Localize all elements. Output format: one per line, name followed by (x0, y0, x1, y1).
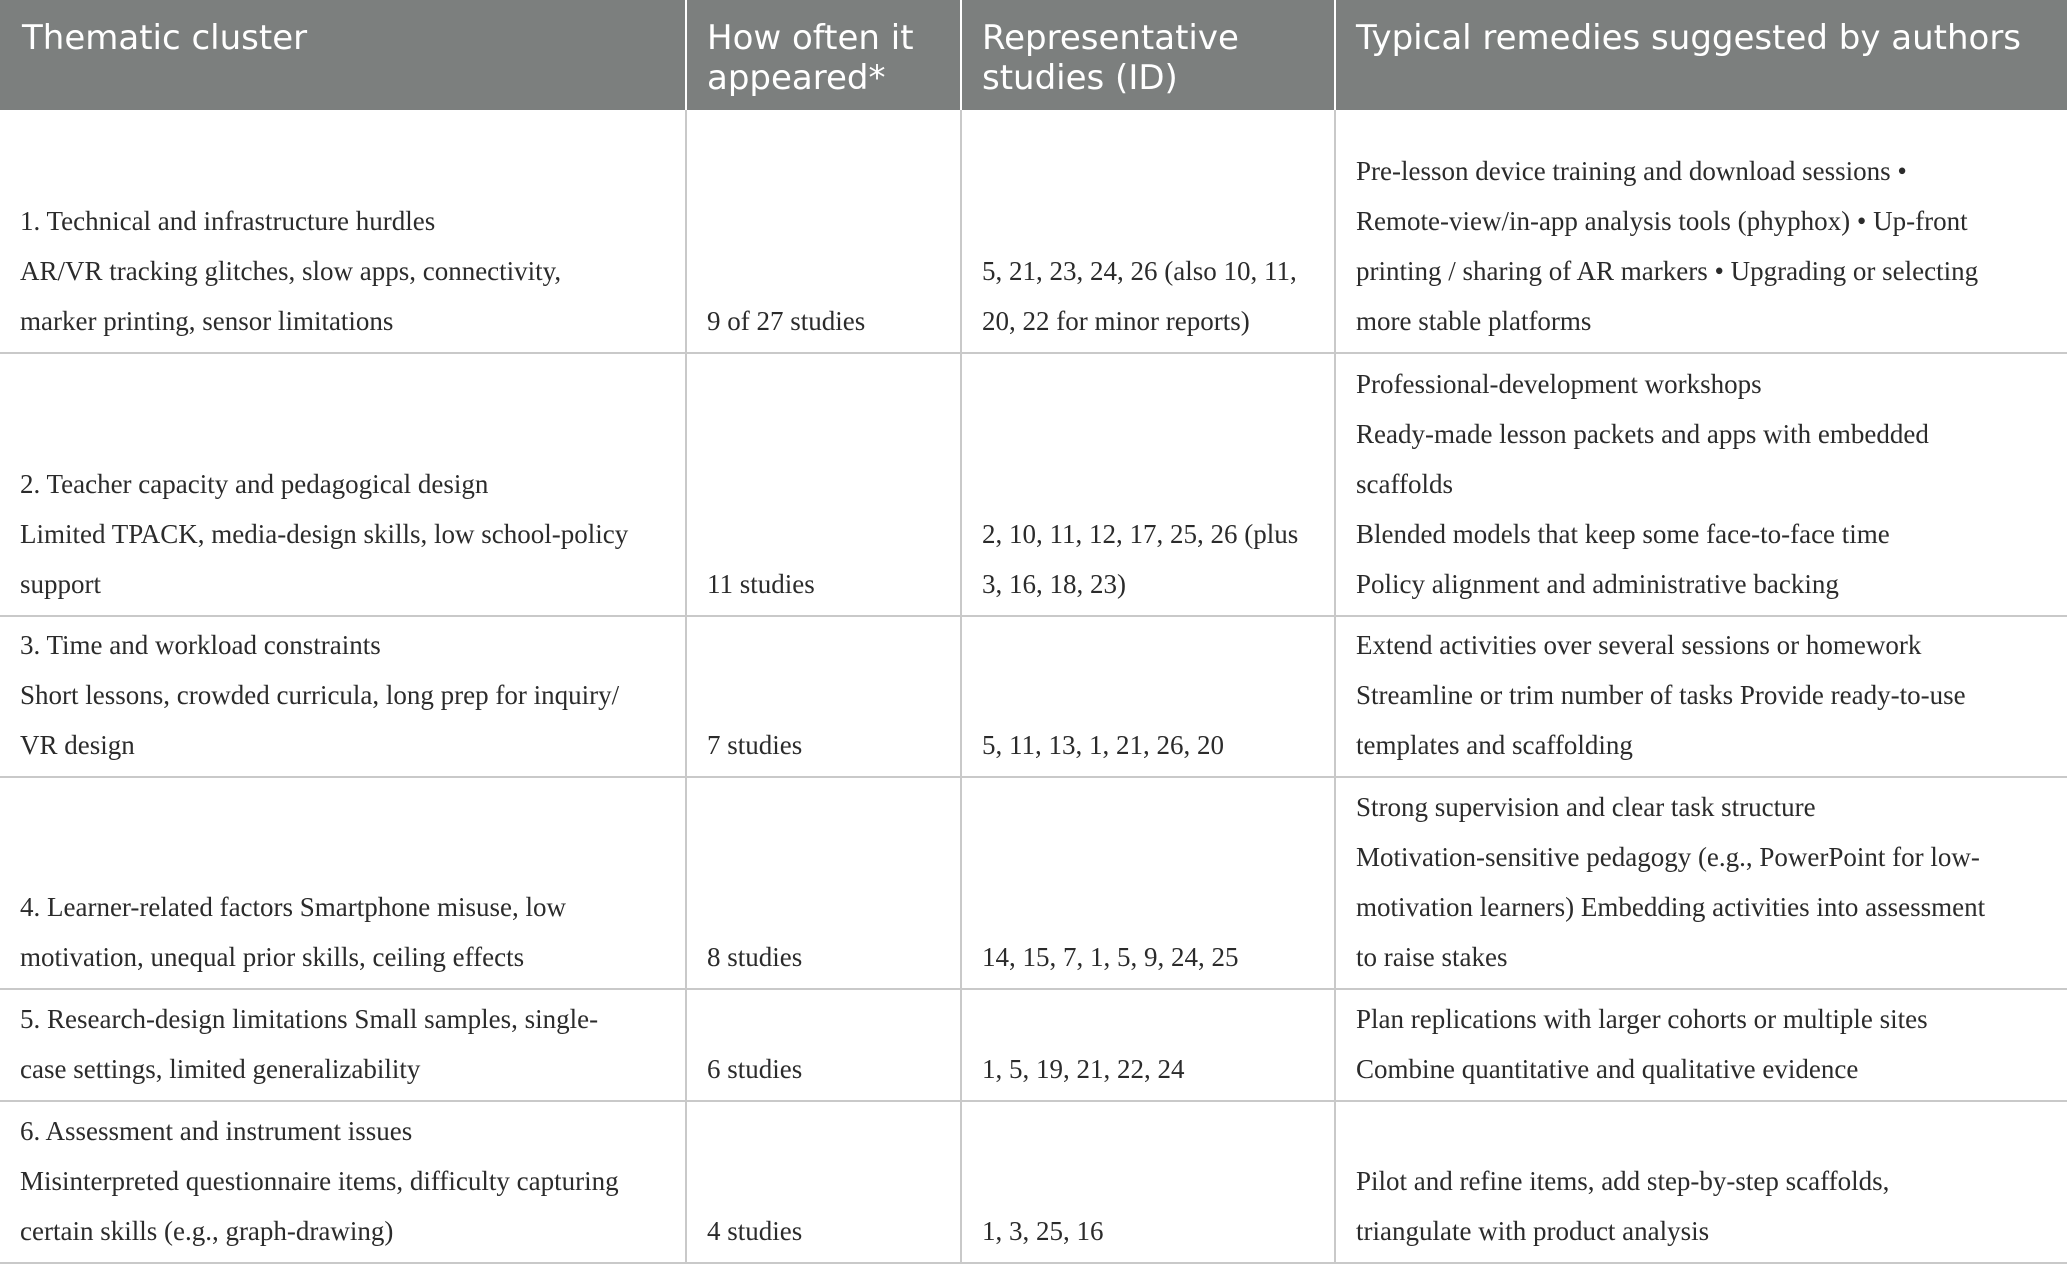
cell-typical-remedies (1335, 353, 2067, 616)
cell-line: 2, 10, 11, 12, 17, 25, 26 (plus (982, 519, 1299, 549)
cell-line: 11 studies (707, 569, 815, 599)
cell-line: 9 of 27 studies (707, 306, 866, 336)
cell-text (707, 559, 940, 609)
cell-text (982, 1044, 1314, 1094)
cell-line: case settings, limited generalizability (20, 1054, 421, 1084)
cell-typical-remedies (1335, 110, 2067, 353)
cell-line: 3. Time and workload constraints (20, 630, 381, 660)
cell-line: 1, 3, 25, 16 (982, 1216, 1104, 1246)
cell-representative-studies (961, 353, 1335, 616)
header-row (0, 0, 2067, 110)
cell-frequency (686, 989, 961, 1101)
header-line: appeared* (707, 58, 886, 98)
cell-thematic-cluster (0, 110, 686, 353)
cell-text (20, 196, 665, 346)
header-typical-remedies (1335, 0, 2067, 110)
cell-line: Streamline or trim number of tasks Provide ready-to-use (1356, 680, 1966, 710)
cell-line: 8 studies (707, 942, 803, 972)
cell-text (982, 720, 1314, 770)
cell-frequency (686, 1101, 961, 1263)
cell-text (707, 932, 940, 982)
cell-line: Limited TPACK, media-design skills, low school-policy (20, 519, 629, 549)
cell-line: 7 studies (707, 730, 803, 760)
cell-text (20, 620, 665, 770)
cell-text (982, 246, 1314, 346)
cell-frequency (686, 777, 961, 989)
cell-representative-studies (961, 110, 1335, 353)
header-line: How often it (707, 18, 914, 58)
cell-line: Combine quantitative and qualitative evidence (1356, 1054, 1859, 1084)
cell-line: Policy alignment and administrative backing (1356, 569, 1839, 599)
cell-text (707, 720, 940, 770)
cell-line: triangulate with product analysis (1356, 1216, 1710, 1246)
cell-line: 5. Research-design limitations Small samples, single- (20, 1004, 599, 1034)
cell-line: Plan replications with larger cohorts or multiple sites (1356, 1004, 1928, 1034)
cell-line: Professional-development workshops (1356, 369, 1762, 399)
table-body (0, 110, 2067, 1263)
cell-text (707, 1044, 940, 1094)
cell-line: more stable platforms (1356, 306, 1592, 336)
cell-line: VR design (20, 730, 135, 760)
cell-line: 1. Technical and infrastructure hurdles (20, 206, 436, 236)
cell-line: motivation, unequal prior skills, ceiling effects (20, 942, 525, 972)
cell-thematic-cluster (0, 616, 686, 777)
cell-line: support (20, 569, 101, 599)
table-row (0, 777, 2067, 989)
cell-line: motivation learners) Embedding activities into assessment (1356, 892, 1986, 922)
cell-representative-studies (961, 616, 1335, 777)
cell-text (1356, 359, 2051, 609)
cell-line: printing / sharing of AR markers • Upgrading or selecting (1356, 256, 1979, 286)
cell-line: Blended models that keep some face-to-face time (1356, 519, 1890, 549)
cell-representative-studies (961, 1101, 1335, 1263)
cell-line: Extend activities over several sessions or homework (1356, 630, 1922, 660)
cell-line: 14, 15, 7, 1, 5, 9, 24, 25 (982, 942, 1239, 972)
cell-line: Strong supervision and clear task structure (1356, 792, 1816, 822)
cell-line: 6. Assessment and instrument issues (20, 1116, 413, 1146)
cell-frequency (686, 353, 961, 616)
cell-line: templates and scaffolding (1356, 730, 1633, 760)
cell-text (20, 459, 665, 609)
table-row (0, 353, 2067, 616)
cell-text (20, 994, 665, 1094)
cell-text (707, 1206, 940, 1256)
cell-line: Ready-made lesson packets and apps with embedded (1356, 419, 1929, 449)
cell-text (982, 1206, 1314, 1256)
header-line: Typical remedies suggested by authors (1356, 18, 2022, 58)
cell-text (1356, 146, 2051, 346)
header-line: Representative (982, 18, 1239, 58)
table-row (0, 989, 2067, 1101)
cell-line: 1, 5, 19, 21, 22, 24 (982, 1054, 1185, 1084)
cell-line: scaffolds (1356, 469, 1453, 499)
cell-text (1356, 782, 2051, 982)
cell-line: Motivation-sensitive pedagogy (e.g., PowerPoint for low- (1356, 842, 1980, 872)
cell-line: marker printing, sensor limitations (20, 306, 394, 336)
cell-line: 3, 16, 18, 23) (982, 569, 1126, 599)
cell-line: Pilot and refine items, add step-by-step scaffolds, (1356, 1166, 1890, 1196)
cell-frequency (686, 616, 961, 777)
cell-line: AR/VR tracking glitches, slow apps, connectivity, (20, 256, 562, 286)
cell-line: 6 studies (707, 1054, 803, 1084)
cell-line: 20, 22 for minor reports) (982, 306, 1250, 336)
cell-text (1356, 620, 2051, 770)
cell-line: 4 studies (707, 1216, 803, 1246)
cell-line: 5, 11, 13, 1, 21, 26, 20 (982, 730, 1224, 760)
header-line: studies (ID) (982, 58, 1178, 98)
table-header (0, 0, 2067, 110)
cell-line: Short lessons, crowded curricula, long prep for inquiry/ (20, 680, 620, 710)
cell-line: Remote-view/in-app analysis tools (phyphox) • Up-front (1356, 206, 1968, 236)
cell-typical-remedies (1335, 989, 2067, 1101)
table-row (0, 1101, 2067, 1263)
cell-text (707, 296, 940, 346)
cell-line: to raise stakes (1356, 942, 1508, 972)
header-frequency (686, 0, 961, 110)
cell-text (20, 1106, 665, 1256)
cell-line: 5, 21, 23, 24, 26 (also 10, 11, (982, 256, 1297, 286)
cell-thematic-cluster (0, 777, 686, 989)
cell-typical-remedies (1335, 616, 2067, 777)
cell-text (20, 882, 665, 982)
cell-text (982, 932, 1314, 982)
table-row (0, 616, 2067, 777)
cell-line: Misinterpreted questionnaire items, difficulty capturing (20, 1166, 619, 1196)
table-row (0, 110, 2067, 353)
header-thematic-cluster (0, 0, 686, 110)
cell-typical-remedies (1335, 777, 2067, 989)
header-representative-studies (961, 0, 1335, 110)
cell-representative-studies (961, 777, 1335, 989)
cell-line: Pre-lesson device training and download sessions • (1356, 156, 1907, 186)
cell-text (1356, 1156, 2051, 1256)
cell-line: 4. Learner-related factors Smartphone misuse, low (20, 892, 567, 922)
cell-frequency (686, 110, 961, 353)
cell-thematic-cluster (0, 1101, 686, 1263)
cell-typical-remedies (1335, 1101, 2067, 1263)
cell-thematic-cluster (0, 989, 686, 1101)
header-line: Thematic cluster (22, 18, 308, 58)
cell-representative-studies (961, 989, 1335, 1101)
cell-thematic-cluster (0, 353, 686, 616)
cell-line: 2. Teacher capacity and pedagogical design (20, 469, 489, 499)
cell-text (1356, 994, 2051, 1094)
cell-line: certain skills (e.g., graph-drawing) (20, 1216, 394, 1246)
cell-text (982, 509, 1314, 609)
